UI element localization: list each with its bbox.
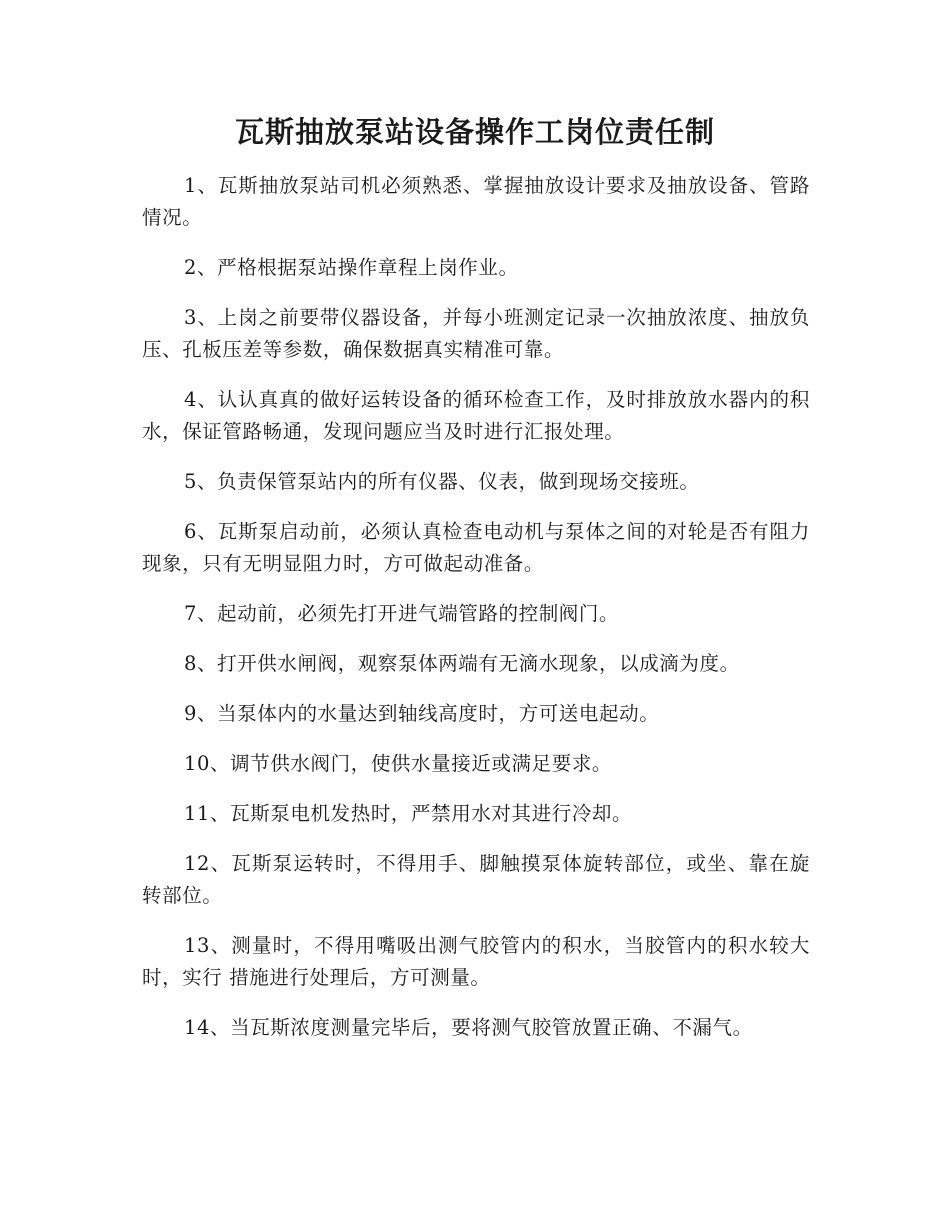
- clause-1: 1、瓦斯抽放泵站司机必须熟悉、掌握抽放设计要求及抽放设备、管路情况。: [142, 174, 810, 229]
- clause-12: 12、瓦斯泵运转时，不得用手、脚触摸泵体旋转部位，或坐、靠在旋转部位。: [142, 852, 810, 907]
- clause-9: 9、当泵体内的水量达到轴线高度时，方可送电起动。: [184, 702, 660, 725]
- clause-6: 6、瓦斯泵启动前，必须认真检查电动机与泵体之间的对轮是否有阻力现象，只有无明显阻力时，方可做起动准备。: [142, 520, 810, 575]
- document-title: 瓦斯抽放泵站设备操作工岗位责任制: [234, 115, 715, 149]
- clause-7: 7、起动前，必须先打开进气端管路的控制阀门。: [184, 602, 620, 625]
- clause-13: 13、测量时，不得用嘴吸出测气胶管内的积水，当胶管内的积水较大时，实行 措施进行处理后，方可测量。: [142, 934, 810, 989]
- clause-2: 2、严格根据泵站操作章程上岗作业。: [184, 256, 519, 279]
- clause-3: 3、上岗之前要带仪器设备，并每小班测定记录一次抽放浓度、抽放负压、孔板压差等参数，确保数据真实精准可靠。: [142, 306, 810, 361]
- clause-list: [142, 170, 810, 1062]
- clause-8: 8、打开供水闸阀，观察泵体两端有无滴水现象，以成滴为度。: [184, 652, 740, 675]
- clause-11: 11、瓦斯泵电机发热时，严禁用水对其进行冷却。: [184, 802, 633, 825]
- clause-14: 14、当瓦斯浓度测量完毕后，要将测气胶管放置正确、不漏气。: [184, 1016, 753, 1039]
- clause-10: 10、调节供水阀门，使供水量接近或满足要求。: [184, 752, 613, 775]
- clause-5: 5、负责保管泵站内的所有仪器、仪表，做到现场交接班。: [184, 470, 700, 493]
- clause-4: 4、认认真真的做好运转设备的循环检查工作，及时排放放水器内的积水，保证管路畅通，发现问题应当及时进行汇报处理。: [142, 388, 810, 443]
